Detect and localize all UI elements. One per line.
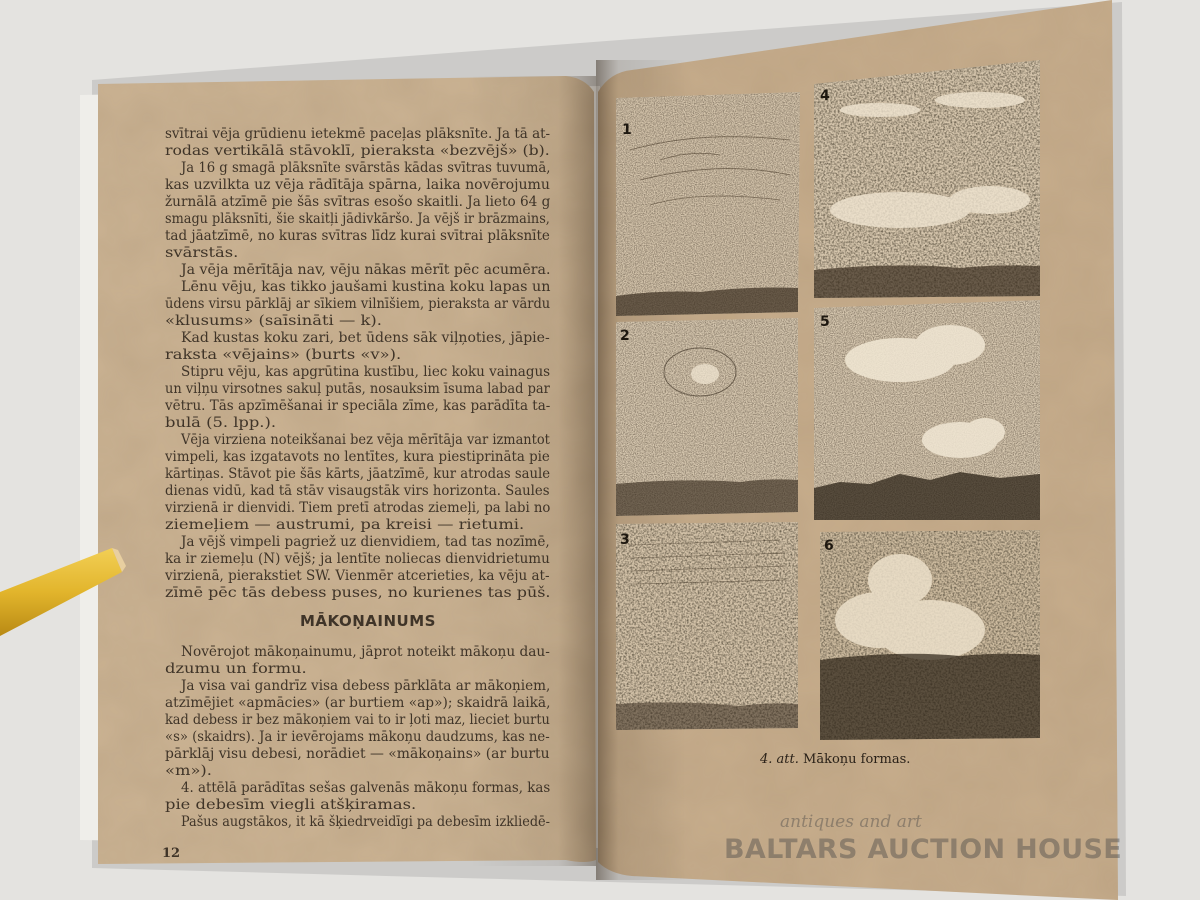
text-line: žurnālā atzīmē pie šās svītras esošo skaitli. Ja lieto 64 g (165, 194, 551, 210)
caption-prefix: 4. att. (760, 752, 799, 767)
cloud-panel-5 (814, 300, 1040, 520)
text-line: virzienā, pierakstiet SW. Vienmēr atcerieties, ka vēju at- (165, 568, 550, 584)
text-line: «klusums» (saīsināti — k). (165, 313, 382, 329)
text-line: raksta «vējains» (burts «v»). (165, 347, 402, 363)
text-line: kas uzvilkta uz vēja rādītāja spārna, laika novērojumu (165, 177, 550, 193)
text-line: ka ir ziemeļu (N) vējš; ja lentīte noliecas dienvidrietumu (165, 551, 550, 567)
text-line: tad jāatzīmē, no kuras svītras līdz kurai svītrai plāksnīte (165, 228, 550, 244)
watermark-brand: BALTARS AUCTION HOUSE (724, 834, 1122, 865)
figure-caption (760, 752, 910, 767)
cloud-panel-2 (616, 318, 798, 516)
text-line: smagu plāksnīti, šie skaitļi jādivkāršo. Ja vējš ir brāzmains, (165, 211, 550, 227)
text-line: zīmē pēc tās debess puses, no kurienes tas pūš. (165, 585, 551, 601)
text-line: Ja visa vai gandrīz visa debess pārklāta ar mākoņiem, (181, 678, 551, 694)
text-line: Ja vēja mērītāja nav, vēju nākas mērīt pēc acumēra. (181, 262, 551, 278)
text-line: Stipru vēju, kas apgrūtina kustību, liec koku vainagus (181, 364, 551, 380)
figure-number-4: 4 (820, 88, 830, 104)
text-line: 4. attēlā parādītas sešas galvenās mākoņu formas, kas (181, 780, 551, 796)
watermark-tagline: antiques and art (780, 812, 922, 832)
page-number: 12 (162, 846, 181, 861)
cloud-panel-3 (616, 522, 798, 730)
figure-number-6: 6 (824, 538, 834, 554)
text-line: ūdens virsu pārklāj ar sīkiem vilnīšiem, pieraksta ar vārdu (165, 296, 551, 312)
cloud-panel-4 (814, 60, 1040, 298)
text-line: vimpeli, kas izgatavots no lentītes, kura piestiprināta pie (165, 449, 550, 465)
text-line: kārtiņas. Stāvot pie šās kārts, jāatzīmē, kur atrodas saule (165, 466, 551, 482)
text-line: atzīmējiet «apmācies» (ar burtiem «ap»); skaidrā laikā, (165, 695, 551, 711)
text-line: Lēnu vēju, kas tikko jaušami kustina koku lapas un (181, 279, 551, 295)
cloud-panel-6 (820, 530, 1040, 740)
text-line: kad debess ir bez mākoņiem vai to ir ļoti maz, lieciet burtu (165, 712, 550, 728)
figure-number-3: 3 (620, 532, 630, 548)
text-line: bulā (5. lpp.). (165, 415, 277, 431)
text-line: un viļņu virsotnes sakuļ putās, nosauksim īsuma labad par (165, 381, 550, 397)
text-line: Ja vējš vimpeli pagriež uz dienvidiem, tad tas nozīmē, (181, 534, 550, 550)
caption-text: Mākoņu formas. (803, 752, 911, 767)
text-line: ziemeļiem — austrumi, pa kreisi — rietumi. (165, 517, 525, 533)
text-line: rodas vertikālā stāvoklī, pieraksta «bezvējš» (b). (165, 143, 550, 159)
figure-number-2: 2 (620, 328, 630, 344)
text-line: Vēja virziena noteikšanai bez vēja mērītāja var izmantot (181, 432, 550, 448)
text-line: vētru. Tās apzīmēšanai ir speciāla zīme, kas parādīta ta- (165, 398, 551, 414)
text-line: dienas vidū, kad tā stāv visaugstāk virs horizonta. Saules (165, 483, 550, 499)
text-line: «s» (skaidrs). Ja ir ievērojams mākoņu daudzums, kas ne- (165, 729, 550, 745)
text-line: dzumu un formu. (165, 661, 307, 677)
text-line: pārklāj visu debesi, norādiet — «mākoņains» (ar burtu (165, 746, 550, 762)
cloud-panel-1 (616, 92, 800, 316)
text-line: Novērojot mākoņainumu, jāprot noteikt mākoņu dau- (181, 644, 550, 660)
figure-number-5: 5 (820, 314, 830, 330)
cloud-figure (616, 60, 1040, 740)
figure-number-1: 1 (622, 122, 632, 138)
text-line: Ja 16 g smagā plāksnīte svārstās kādas svītras tuvumā, (181, 160, 551, 176)
section-heading: MĀKOŅAINUMS (300, 612, 436, 630)
text-line: virzienā ir dienvidi. Tiem pretī atrodas ziemeļi, pa labi no (165, 500, 551, 516)
text-line: Pašus augstākos, it kā šķiedrveidīgi pa debesīm izkliedē- (181, 814, 550, 830)
text-line: pie debesīm viegli atšķiramas. (165, 797, 417, 813)
text-line: svārstās. (165, 245, 239, 261)
text-line: «m»). (165, 763, 212, 779)
text-line: svītrai vēja grūdienu ietekmē paceļas plāksnīte. Ja tā at- (165, 126, 551, 142)
text-line: Kad kustas koku zari, bet ūdens sāk viļņoties, jāpie- (181, 330, 550, 346)
